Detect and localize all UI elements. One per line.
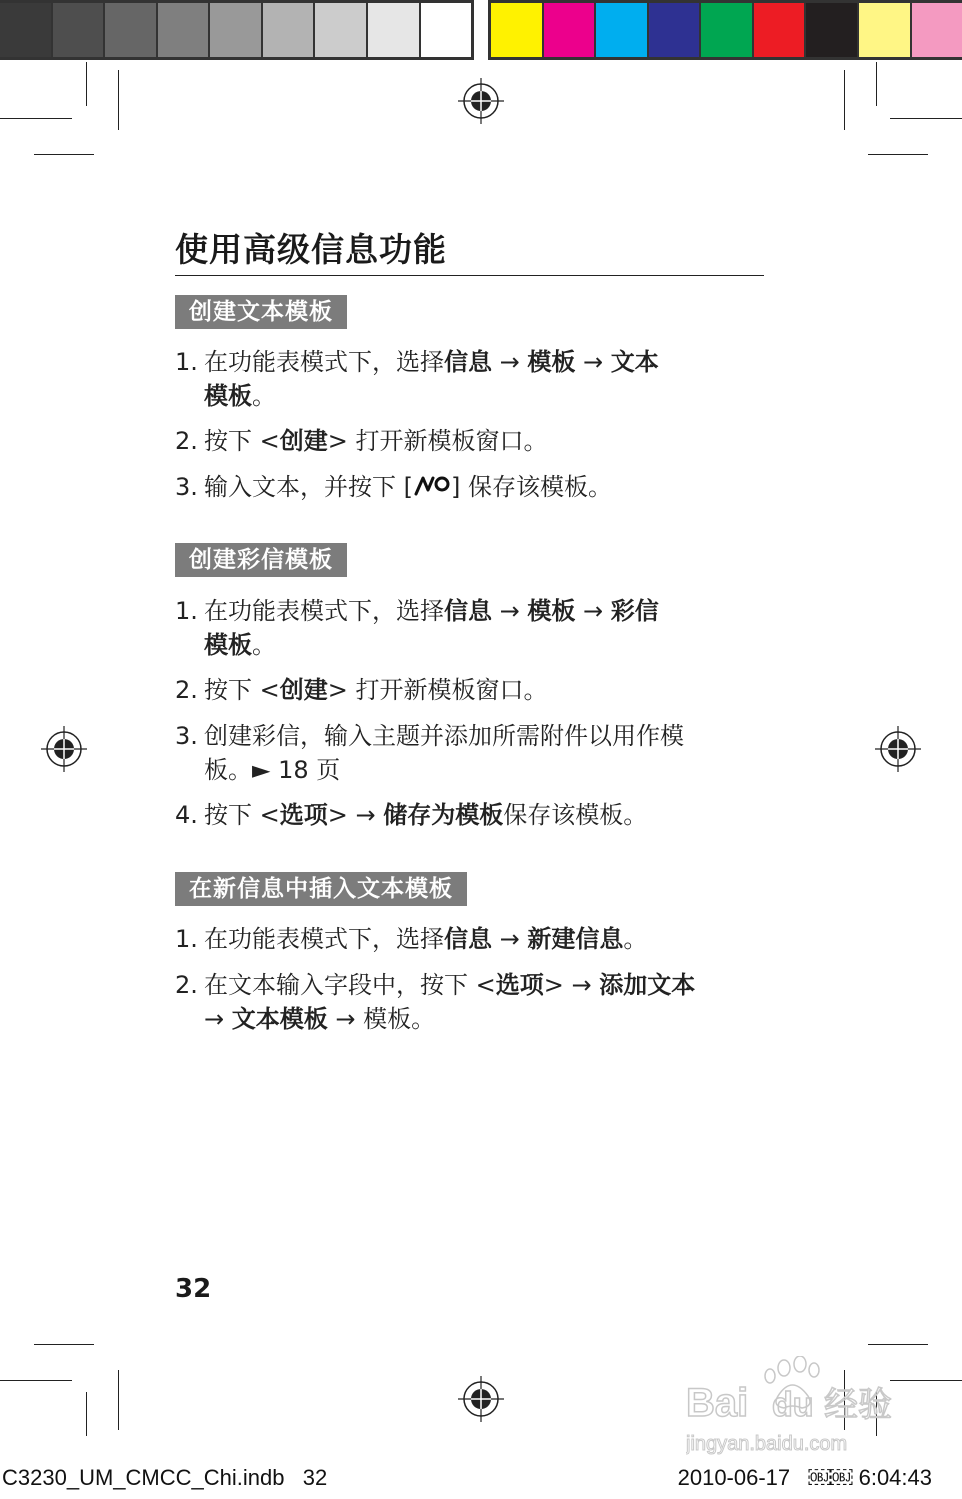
grayscale-calibration-bar <box>0 0 474 60</box>
menu-path-item: 模板 <box>527 348 576 376</box>
color-swatch <box>544 3 597 57</box>
list-item <box>175 798 745 832</box>
print-slug-filename: C3230_UM_CMCC_Chi.indb 32 <box>2 1465 328 1490</box>
menu-path-item: 彩信 <box>610 597 659 625</box>
step-text: ] 保存该模板。 <box>451 473 612 501</box>
arrow-text: → <box>575 348 611 376</box>
svg-text:jingyan.baidu.com: jingyan.baidu.com <box>686 1433 848 1455</box>
svg-text:经验: 经验 <box>824 1385 892 1425</box>
print-slug-timestamp: 2010-06-17 ￼￼ 6:04:43 <box>677 1465 932 1490</box>
arrow-text: > → <box>327 801 384 829</box>
step-text: 创建彩信，输入主题并添加所需附件以用作模 <box>204 722 684 750</box>
crop-mark <box>890 118 962 119</box>
menu-path-item: 信息 <box>444 925 492 953</box>
step-number: 2. <box>175 676 198 704</box>
softkey-label: 创建 <box>279 427 328 455</box>
svg-text:du: du <box>772 1386 814 1424</box>
arrow-text: → <box>575 597 611 625</box>
color-swatch <box>368 3 421 57</box>
step-number: 4. <box>175 801 198 829</box>
step-text: 按下 < <box>204 427 280 455</box>
step-text: 按下 < <box>204 676 280 704</box>
registration-target-icon <box>875 726 921 772</box>
list-item <box>175 673 745 707</box>
list-item <box>175 424 745 458</box>
arrow-text: → <box>492 348 528 376</box>
list-item <box>175 470 745 504</box>
baidu-watermark-logo <box>686 1356 906 1456</box>
menu-path-item: 模板 <box>204 631 252 659</box>
step-number: 1. <box>175 925 198 953</box>
registration-target-icon <box>41 726 87 772</box>
step-text: 在文本输入字段中，按下 < <box>204 971 496 999</box>
step-number: 1. <box>175 348 198 376</box>
section-label-create-text-template: 创建文本模板 <box>175 295 347 329</box>
arrow-text: → <box>492 597 528 625</box>
arrow-text: → <box>204 1005 232 1033</box>
color-swatch <box>491 3 544 57</box>
page-title: 使用高级信息功能 <box>175 224 764 276</box>
menu-path-item: 新建信息 <box>527 925 624 953</box>
crop-mark <box>868 154 928 155</box>
arrow-text: → <box>492 925 528 953</box>
color-swatch <box>315 3 368 57</box>
color-swatch <box>210 3 263 57</box>
crop-mark <box>0 1380 72 1381</box>
step-text: 在功能表模式下，选择 <box>204 597 444 625</box>
step-text: 在功能表模式下，选择 <box>204 348 444 376</box>
menu-path-item: 模板 <box>204 382 252 410</box>
color-swatch <box>0 3 53 57</box>
step-text: > 打开新模板窗口。 <box>327 427 548 455</box>
menu-path-item: 模板 <box>527 597 576 625</box>
ok-key-icon <box>413 472 451 498</box>
crop-mark <box>34 1344 94 1345</box>
step-text: → 模板。 <box>327 1005 436 1033</box>
menu-path-item: 文本模板 <box>231 1005 328 1033</box>
color-swatch <box>649 3 702 57</box>
color-swatch <box>806 3 859 57</box>
registration-target-icon <box>458 78 504 124</box>
color-swatch <box>263 3 316 57</box>
step-text: 。 <box>623 925 648 953</box>
step-number: 1. <box>175 597 198 625</box>
step-number: 3. <box>175 722 198 750</box>
list-item <box>175 345 745 413</box>
section-label-insert-text-template: 在新信息中插入文本模板 <box>175 872 467 906</box>
crop-mark <box>868 1344 928 1345</box>
color-swatch <box>53 3 106 57</box>
svg-text:Bai: Bai <box>686 1381 749 1425</box>
color-swatch <box>912 3 962 57</box>
step-text: 。 <box>252 631 276 659</box>
step-text: 在功能表模式下，选择 <box>204 925 444 953</box>
list-item <box>175 594 745 662</box>
arrow-text: > → <box>543 971 600 999</box>
step-text: 保存该模板。 <box>503 801 648 829</box>
list-item <box>175 719 745 787</box>
crop-mark <box>86 62 87 106</box>
menu-path-item: 信息 <box>444 597 492 625</box>
step-text: 。 <box>252 382 276 410</box>
color-swatch <box>596 3 649 57</box>
crop-mark <box>34 154 94 155</box>
registration-target-icon <box>458 1376 504 1422</box>
color-calibration-bar <box>488 0 962 60</box>
list-item <box>175 968 745 1036</box>
color-swatch <box>421 3 472 57</box>
softkey-label: 创建 <box>279 676 328 704</box>
menu-path-item: 信息 <box>444 348 492 376</box>
color-swatch <box>158 3 211 57</box>
crop-mark <box>844 70 845 130</box>
step-number: 2. <box>175 971 198 999</box>
color-swatch <box>754 3 807 57</box>
step-number: 3. <box>175 473 198 501</box>
list-item <box>175 922 745 956</box>
softkey-label: 选项 <box>279 801 328 829</box>
menu-path-item: 文本 <box>610 348 659 376</box>
color-swatch <box>859 3 912 57</box>
page-reference: 板。► 18 页 <box>204 756 341 784</box>
color-swatch <box>105 3 158 57</box>
menu-path-item: 添加文本 <box>599 971 696 999</box>
section-label-create-mms-template: 创建彩信模板 <box>175 543 347 577</box>
step-text: 输入文本，并按下 [ <box>204 473 413 501</box>
crop-mark <box>86 1392 87 1436</box>
menu-path-item: 储存为模板 <box>383 801 504 829</box>
crop-mark <box>876 62 877 106</box>
color-swatch <box>701 3 754 57</box>
crop-mark <box>118 1370 119 1430</box>
step-number: 2. <box>175 427 198 455</box>
step-text: 按下 < <box>204 801 280 829</box>
crop-mark <box>118 70 119 130</box>
page-number: 32 <box>175 1274 212 1304</box>
crop-mark <box>0 118 72 119</box>
step-text: > 打开新模板窗口。 <box>327 676 548 704</box>
softkey-label: 选项 <box>495 971 544 999</box>
